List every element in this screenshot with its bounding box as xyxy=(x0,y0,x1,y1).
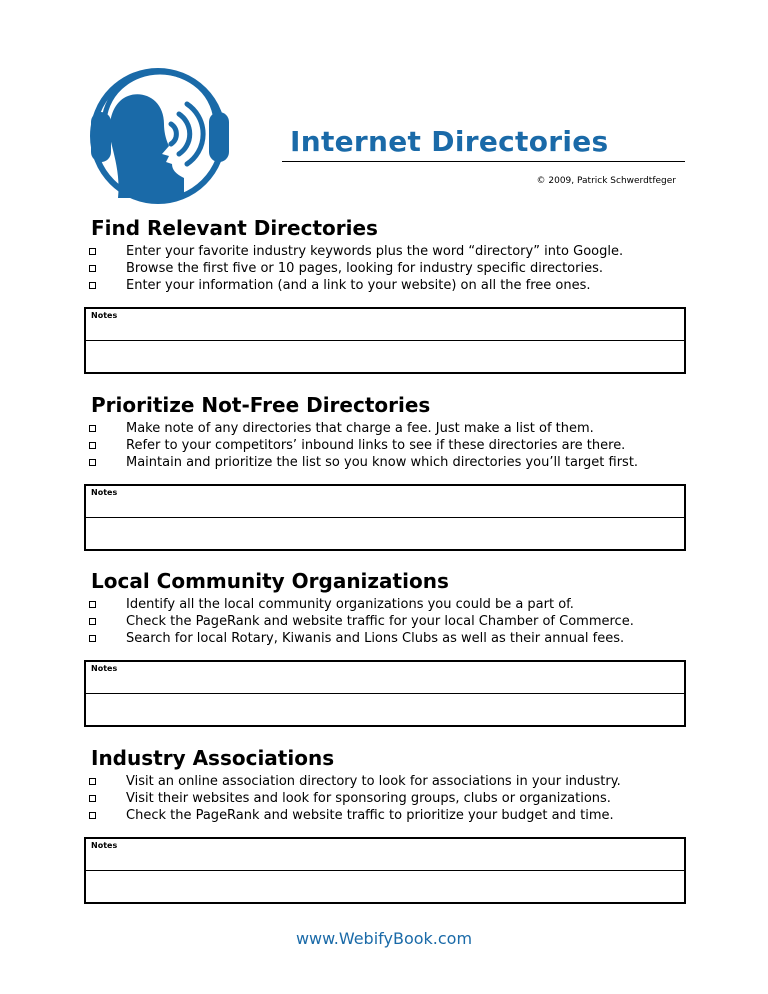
checklist-item-text: Visit their websites and look for sponsoring groups, clubs or organizations. xyxy=(126,791,611,806)
checklist xyxy=(84,773,686,824)
notes-box xyxy=(84,837,686,904)
section-prioritize-not-free-directories xyxy=(84,393,686,553)
checklist-item-text: Make note of any directories that charge a fee. Just make a list of them. xyxy=(126,421,594,436)
section-heading: Prioritize Not-Free Directories xyxy=(91,393,431,417)
notes-label: Notes xyxy=(91,841,118,850)
checkbox[interactable] xyxy=(89,618,96,625)
title-underline xyxy=(282,161,685,162)
page-title: Internet Directories xyxy=(290,125,609,158)
checklist xyxy=(84,243,686,294)
notes-label: Notes xyxy=(91,488,118,497)
checkbox[interactable] xyxy=(89,282,96,289)
checkbox[interactable] xyxy=(89,442,96,449)
notes-area[interactable] xyxy=(86,341,684,372)
checklist-item xyxy=(84,277,686,294)
notes-label: Notes xyxy=(91,311,118,320)
checkbox[interactable] xyxy=(89,812,96,819)
checklist-item xyxy=(84,630,686,647)
checkbox[interactable] xyxy=(89,601,96,608)
checkbox[interactable] xyxy=(89,795,96,802)
checklist-item-text: Refer to your competitors’ inbound links to see if these directories are there. xyxy=(126,438,626,453)
copyright-notice: © 2009, Patrick Schwerdtfeger xyxy=(536,176,676,186)
section-heading: Find Relevant Directories xyxy=(91,216,378,240)
logo xyxy=(88,66,234,206)
checklist-item-text: Maintain and prioritize the list so you know which directories you’ll target first. xyxy=(126,455,639,470)
checkbox[interactable] xyxy=(89,248,96,255)
section-find-relevant-directories xyxy=(84,216,686,376)
checklist-item xyxy=(84,454,686,471)
section-industry-associations xyxy=(84,746,686,906)
checklist-item xyxy=(84,437,686,454)
checkbox[interactable] xyxy=(89,265,96,272)
notes-label: Notes xyxy=(91,664,118,673)
checklist-item xyxy=(84,613,686,630)
notes-box xyxy=(84,484,686,551)
notes-area[interactable] xyxy=(86,694,684,725)
checklist xyxy=(84,420,686,471)
checkbox[interactable] xyxy=(89,635,96,642)
footer-url[interactable]: www.WebifyBook.com xyxy=(295,929,473,948)
checklist-item xyxy=(84,420,686,437)
notes-area[interactable] xyxy=(86,871,684,902)
checklist-item-text: Enter your favorite industry keywords plus the word “directory” into Google. xyxy=(126,244,624,259)
notes-box xyxy=(84,307,686,374)
section-local-community-organizations xyxy=(84,569,686,729)
checkbox[interactable] xyxy=(89,778,96,785)
notes-area[interactable] xyxy=(86,518,684,549)
checklist-item-text: Visit an online association directory to look for associations in your industry. xyxy=(126,774,621,789)
checklist-item-text: Identify all the local community organizations you could be a part of. xyxy=(126,597,574,612)
checklist-item xyxy=(84,790,686,807)
section-heading: Local Community Organizations xyxy=(91,569,449,593)
checkbox[interactable] xyxy=(89,425,96,432)
checklist-item xyxy=(84,260,686,277)
checklist-item-text: Check the PageRank and website traffic for your local Chamber of Commerce. xyxy=(126,614,634,629)
checklist-item-text: Check the PageRank and website traffic to prioritize your budget and time. xyxy=(126,808,614,823)
checklist xyxy=(84,596,686,647)
checklist-item xyxy=(84,773,686,790)
checklist-item xyxy=(84,243,686,260)
notes-box xyxy=(84,660,686,727)
checklist-item-text: Browse the first five or 10 pages, looking for industry specific directories. xyxy=(126,261,603,276)
checklist-item xyxy=(84,807,686,824)
checklist-item-text: Enter your information (and a link to your website) on all the free ones. xyxy=(126,278,591,293)
checklist-item-text: Search for local Rotary, Kiwanis and Lions Clubs as well as their annual fees. xyxy=(126,631,625,646)
checkbox[interactable] xyxy=(89,459,96,466)
checklist-item xyxy=(84,596,686,613)
speaking-head-with-headset-icon xyxy=(88,66,234,206)
section-heading: Industry Associations xyxy=(91,746,335,770)
